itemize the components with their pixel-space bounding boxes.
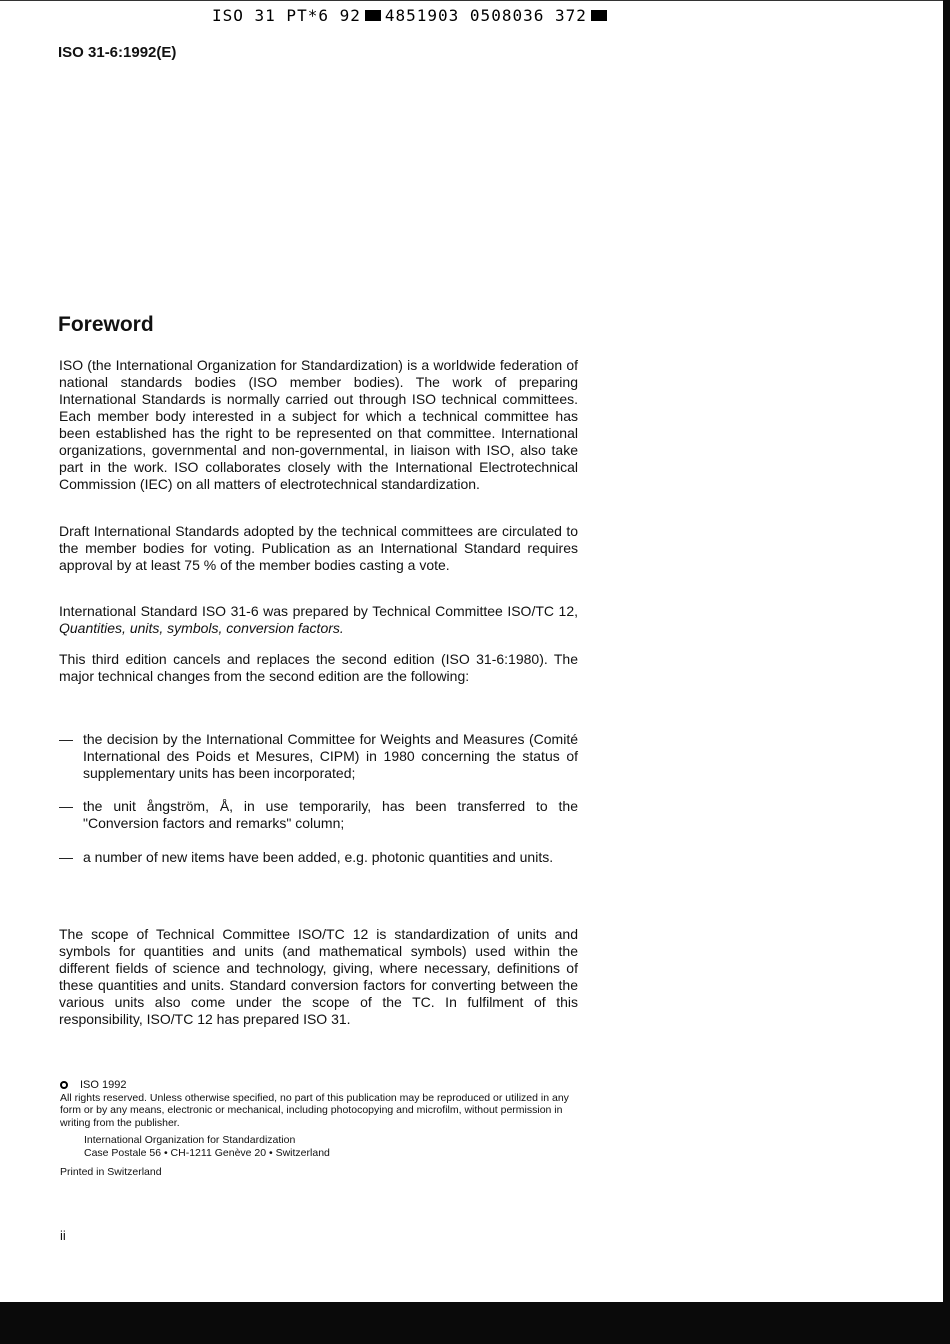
publisher-address bbox=[60, 1134, 585, 1159]
list-item bbox=[59, 849, 578, 866]
scan-bottom-border bbox=[0, 1302, 950, 1344]
barcode-block-icon bbox=[591, 10, 607, 21]
barcode-text-1: ISO 31 PT*6 92 bbox=[212, 6, 361, 25]
foreword-paragraph-5: The scope of Technical Committee ISO/TC 12 is standardization of units and symbols for quantities and units (and mathematical symbols) used within the different fields of science and technology, giving, where necessary, definitions of these quantities and units. Standard conversion factors for converting between the various units also come under the scope of the TC. In fulfilment of this responsibility, ISO/TC 12 has prepared ISO 31. bbox=[59, 926, 578, 1027]
foreword-paragraph-1: ISO (the International Organization for Standardization) is a worldwide federation of national standards bodies (ISO member bodies). The work of preparing International Standards is normally carried out through ISO technical committees. Each member body interested in a subject for which a technical committee has been established has the right to be represented on that committee. International organizations, governmental and non-governmental, in liaison with ISO, also take part in the work. ISO collaborates closely with the International Electrotechnical Commission (IEC) on all matters of electrotechnical standardization. bbox=[59, 357, 578, 492]
list-item bbox=[59, 731, 578, 782]
barcode-header bbox=[212, 6, 611, 25]
dash-bullet: — bbox=[59, 849, 73, 865]
foreword-title: Foreword bbox=[58, 313, 154, 336]
changes-list bbox=[59, 731, 578, 782]
dash-bullet: — bbox=[59, 798, 73, 814]
foreword-paragraph-3 bbox=[59, 603, 578, 637]
barcode-text-2: 4851903 0508036 372 bbox=[384, 6, 587, 25]
list-item-text: the unit ångström, Å, in use temporarily, has been transferred to the "Conversion factors and remarks" column; bbox=[83, 798, 578, 831]
copyright-icon bbox=[60, 1081, 68, 1089]
list-item bbox=[59, 798, 578, 832]
standard-id: ISO 31-6:1992(E) bbox=[58, 44, 177, 61]
printed-in: Printed in Switzerland bbox=[60, 1166, 162, 1178]
page-number: ii bbox=[60, 1228, 66, 1243]
copyright-text: ISO 1992 bbox=[80, 1079, 127, 1091]
dash-bullet: — bbox=[59, 731, 73, 747]
copyright-block bbox=[60, 1079, 585, 1179]
foreword-paragraph-2: Draft International Standards adopted by the technical committees are circulated to the member bodies for voting. Publication as an International Standard requires approval by at least 75 % of the member bodies casting a vote. bbox=[59, 523, 578, 573]
rights-notice: All rights reserved. Unless otherwise specified, no part of this publication may be reproduced or utilized in any form or by any means, electronic or mechanical, including photocopying and microfilm, without permission in writing from the publisher. bbox=[60, 1091, 569, 1129]
scan-top-line bbox=[0, 0, 943, 1]
scan-right-border bbox=[943, 0, 950, 1344]
publisher-name: International Organization for Standardization bbox=[84, 1134, 296, 1146]
committee-title: Quantities, units, symbols, conversion factors. bbox=[59, 620, 344, 636]
changes-list bbox=[59, 849, 578, 866]
postal-address: Case Postale 56 • CH-1211 Genève 20 • Switzerland bbox=[84, 1146, 330, 1159]
barcode-block-icon bbox=[365, 10, 381, 21]
list-item-text: a number of new items have been added, e.g. photonic quantities and units. bbox=[83, 849, 554, 865]
foreword-paragraph-4: This third edition cancels and replaces the second edition (ISO 31-6:1980). The major technical changes from the second edition are the following: bbox=[59, 651, 578, 684]
list-item-text: the decision by the International Committee for Weights and Measures (Comité International des Poids et Mesures, CIPM) in 1980 concerning the status of supplementary units has been incorporated; bbox=[83, 731, 578, 781]
copyright-line bbox=[60, 1079, 585, 1092]
changes-list bbox=[59, 798, 578, 832]
paragraph-3-text: International Standard ISO 31-6 was prepared by Technical Committee ISO/TC 12, bbox=[59, 603, 578, 619]
